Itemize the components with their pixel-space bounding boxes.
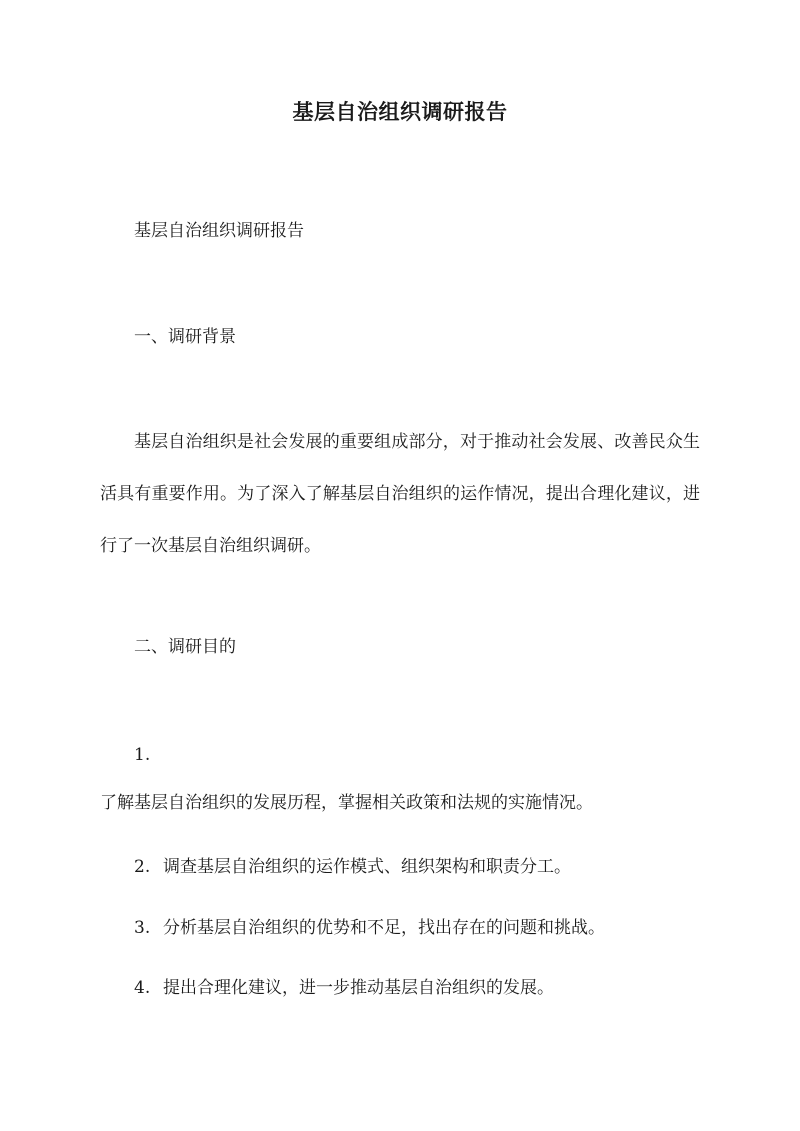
section-body-background: 基层自治组织是社会发展的重要组成部分，对于推动社会发展、改善民众生活具有重要作用。为了深入了解基层自治组织的运作情况，提出合理化建议，进行了一次基层自治组织调研。 — [100, 432, 700, 556]
section-heading-purpose: 二、调研目的 — [134, 637, 236, 657]
list-item-text: 了解基层自治组织的发展历程，掌握相关政策和法规的实施情况。 — [100, 793, 593, 813]
list-item-number: 3. — [134, 918, 151, 938]
list-item-text: 提出合理化建议，进一步推动基层自治组织的发展。 — [163, 978, 554, 998]
document-subtitle: 基层自治组织调研报告 — [134, 221, 304, 241]
document-title: 基层自治组织调研报告 — [292, 99, 508, 124]
list-item-text: 调查基层自治组织的运作模式、组织架构和职责分工。 — [163, 857, 571, 877]
section-heading-background: 一、调研背景 — [134, 327, 236, 347]
list-item-number: 4. — [134, 978, 151, 998]
list-item-text: 分析基层自治组织的优势和不足，找出存在的问题和挑战。 — [163, 918, 605, 938]
list-item-number: 2. — [134, 857, 151, 877]
list-item-number: 1. — [134, 745, 151, 765]
